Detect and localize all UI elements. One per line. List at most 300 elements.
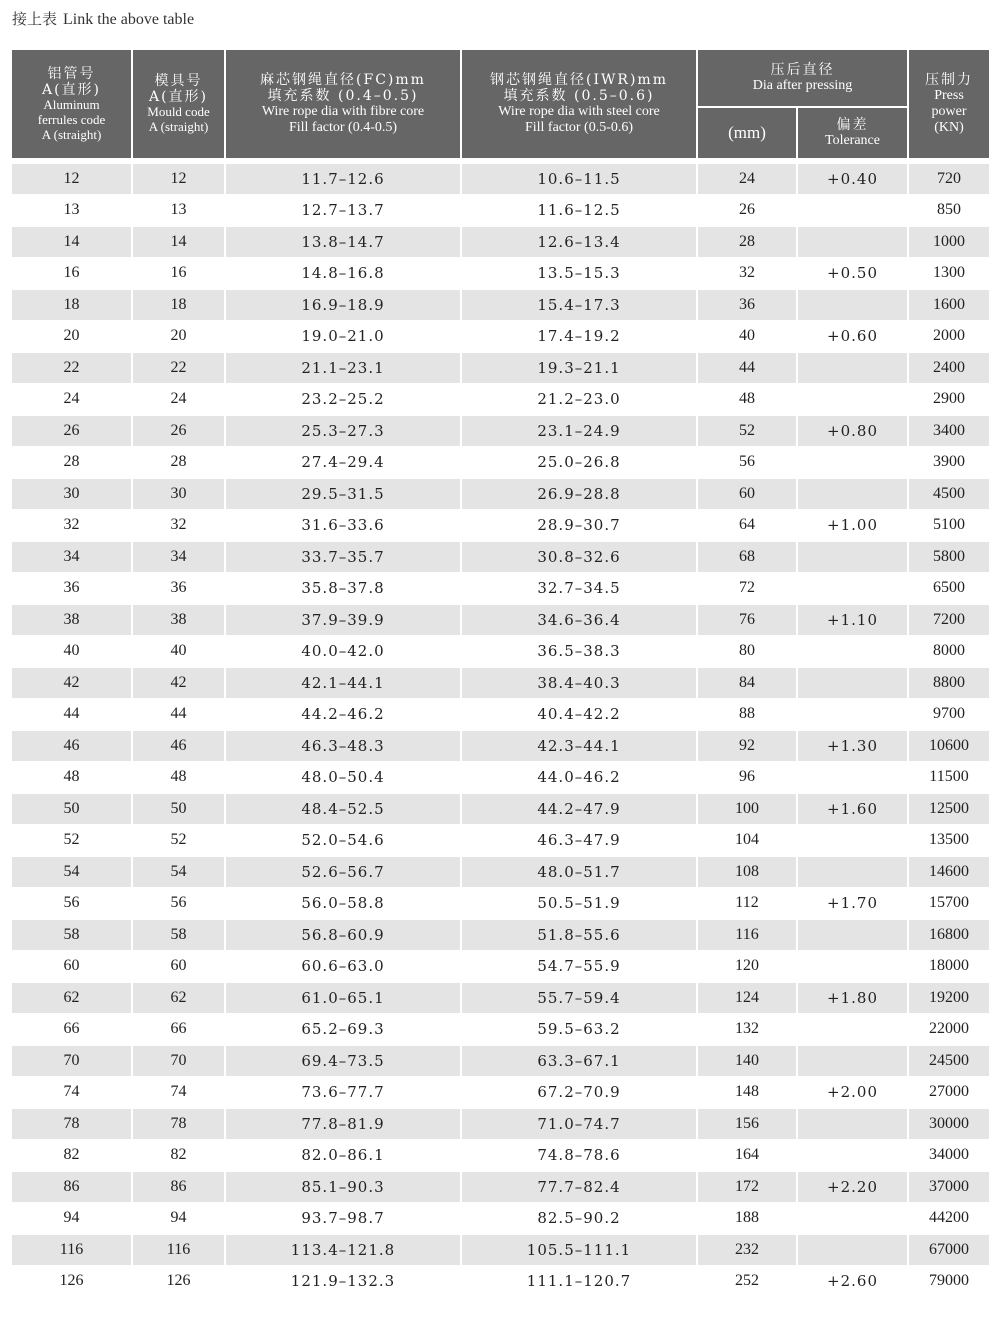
- cell-press-power: 30000: [909, 1109, 989, 1141]
- cell-mould-code: 116: [133, 1235, 226, 1267]
- table-row: [12, 668, 989, 700]
- header-tolerance: 偏差 Tolerance: [798, 108, 909, 160]
- cell-ferrule-code: 24: [12, 385, 133, 417]
- cell-ferrule-code: 82: [12, 1141, 133, 1173]
- cell-mould-code: 54: [133, 857, 226, 889]
- cell-press-power: 27000: [909, 1078, 989, 1110]
- cell-dia-after-pressing: 100: [698, 794, 798, 826]
- cell-fibre-core-range: 52.0–54.6: [226, 826, 462, 858]
- cell-steel-core-range: 21.2–23.0: [462, 385, 698, 417]
- cell-tolerance: [798, 574, 909, 606]
- table-row: [12, 700, 989, 732]
- cell-press-power: 3400: [909, 416, 989, 448]
- cell-tolerance: [798, 1046, 909, 1078]
- cell-tolerance: [798, 857, 909, 889]
- cell-dia-after-pressing: 104: [698, 826, 798, 858]
- cell-dia-after-pressing: 92: [698, 731, 798, 763]
- cell-fibre-core-range: 48.0–50.4: [226, 763, 462, 795]
- cell-fibre-core-range: 37.9–39.9: [226, 605, 462, 637]
- cell-ferrule-code: 32: [12, 511, 133, 543]
- title-en: Link the above table: [63, 11, 195, 28]
- cell-mould-code: 70: [133, 1046, 226, 1078]
- cell-mould-code: 56: [133, 889, 226, 921]
- cell-mould-code: 66: [133, 1015, 226, 1047]
- cell-fibre-core-range: 56.0–58.8: [226, 889, 462, 921]
- cell-dia-after-pressing: 44: [698, 353, 798, 385]
- cell-tolerance: [798, 196, 909, 228]
- cell-press-power: 11500: [909, 763, 989, 795]
- cell-ferrule-code: 22: [12, 353, 133, 385]
- table-row: [12, 322, 989, 354]
- cell-steel-core-range: 77.7–82.4: [462, 1172, 698, 1204]
- cell-mould-code: 24: [133, 385, 226, 417]
- cell-dia-after-pressing: 84: [698, 668, 798, 700]
- cell-ferrule-code: 30: [12, 479, 133, 511]
- cell-dia-after-pressing: 132: [698, 1015, 798, 1047]
- cell-press-power: 34000: [909, 1141, 989, 1173]
- table-row: [12, 1046, 989, 1078]
- cell-mould-code: 32: [133, 511, 226, 543]
- cell-dia-after-pressing: 88: [698, 700, 798, 732]
- cell-tolerance: [798, 700, 909, 732]
- cell-fibre-core-range: 113.4–121.8: [226, 1235, 462, 1267]
- table-row: [12, 385, 989, 417]
- table-row: [12, 227, 989, 259]
- cell-ferrule-code: 66: [12, 1015, 133, 1047]
- cell-mould-code: 13: [133, 196, 226, 228]
- cell-fibre-core-range: 16.9–18.9: [226, 290, 462, 322]
- cell-press-power: 12500: [909, 794, 989, 826]
- cell-fibre-core-range: 56.8–60.9: [226, 920, 462, 952]
- cell-mould-code: 34: [133, 542, 226, 574]
- cell-ferrule-code: 78: [12, 1109, 133, 1141]
- cell-dia-after-pressing: 164: [698, 1141, 798, 1173]
- cell-steel-core-range: 32.7–34.5: [462, 574, 698, 606]
- cell-steel-core-range: 11.6–12.5: [462, 196, 698, 228]
- cell-fibre-core-range: 33.7–35.7: [226, 542, 462, 574]
- cell-dia-after-pressing: 96: [698, 763, 798, 795]
- cell-press-power: 19200: [909, 983, 989, 1015]
- cell-dia-after-pressing: 124: [698, 983, 798, 1015]
- table-row: [12, 605, 989, 637]
- table-row: [12, 1141, 989, 1173]
- cell-steel-core-range: 54.7–55.9: [462, 952, 698, 984]
- cell-fibre-core-range: 21.1–23.1: [226, 353, 462, 385]
- cell-dia-after-pressing: 112: [698, 889, 798, 921]
- cell-ferrule-code: 94: [12, 1204, 133, 1236]
- cell-dia-after-pressing: 80: [698, 637, 798, 669]
- cell-dia-after-pressing: 26: [698, 196, 798, 228]
- cell-press-power: 67000: [909, 1235, 989, 1267]
- cell-steel-core-range: 25.0–26.8: [462, 448, 698, 480]
- table-row: [12, 731, 989, 763]
- cell-ferrule-code: 70: [12, 1046, 133, 1078]
- table-row: [12, 857, 989, 889]
- cell-ferrule-code: 28: [12, 448, 133, 480]
- table-row: [12, 511, 989, 543]
- cell-ferrule-code: 46: [12, 731, 133, 763]
- cell-steel-core-range: 44.2–47.9: [462, 794, 698, 826]
- table-row: [12, 574, 989, 606]
- cell-dia-after-pressing: 60: [698, 479, 798, 511]
- table-row: [12, 164, 989, 196]
- cell-steel-core-range: 23.1–24.9: [462, 416, 698, 448]
- cell-dia-after-pressing: 40: [698, 322, 798, 354]
- table-row: [12, 763, 989, 795]
- cell-mould-code: 62: [133, 983, 226, 1015]
- cell-press-power: 7200: [909, 605, 989, 637]
- cell-tolerance: [798, 1204, 909, 1236]
- table-row: [12, 826, 989, 858]
- cell-steel-core-range: 105.5–111.1: [462, 1235, 698, 1267]
- cell-press-power: 22000: [909, 1015, 989, 1047]
- cell-dia-after-pressing: 28: [698, 227, 798, 259]
- cell-press-power: 5800: [909, 542, 989, 574]
- cell-ferrule-code: 116: [12, 1235, 133, 1267]
- cell-fibre-core-range: 27.4–29.4: [226, 448, 462, 480]
- cell-press-power: 3900: [909, 448, 989, 480]
- cell-fibre-core-range: 60.6–63.0: [226, 952, 462, 984]
- cell-mould-code: 18: [133, 290, 226, 322]
- cell-press-power: 1000: [909, 227, 989, 259]
- table-row: [12, 1172, 989, 1204]
- cell-tolerance: [798, 385, 909, 417]
- header-press-power: 压制力 Press power (KN): [909, 50, 989, 160]
- cell-dia-after-pressing: 24: [698, 164, 798, 196]
- cell-fibre-core-range: 46.3–48.3: [226, 731, 462, 763]
- cell-fibre-core-range: 23.2–25.2: [226, 385, 462, 417]
- cell-tolerance: +1.80: [798, 983, 909, 1015]
- cell-ferrule-code: 12: [12, 164, 133, 196]
- cell-mould-code: 20: [133, 322, 226, 354]
- table-row: [12, 983, 989, 1015]
- cell-fibre-core-range: 69.4–73.5: [226, 1046, 462, 1078]
- cell-fibre-core-range: 40.0–42.0: [226, 637, 462, 669]
- cell-mould-code: 50: [133, 794, 226, 826]
- cell-press-power: 6500: [909, 574, 989, 606]
- cell-tolerance: [798, 952, 909, 984]
- cell-press-power: 5100: [909, 511, 989, 543]
- cell-steel-core-range: 48.0–51.7: [462, 857, 698, 889]
- cell-tolerance: +0.60: [798, 322, 909, 354]
- cell-tolerance: [798, 1015, 909, 1047]
- cell-ferrule-code: 54: [12, 857, 133, 889]
- table-row: [12, 794, 989, 826]
- cell-tolerance: [798, 542, 909, 574]
- cell-mould-code: 16: [133, 259, 226, 291]
- cell-press-power: 13500: [909, 826, 989, 858]
- cell-tolerance: [798, 1109, 909, 1141]
- cell-steel-core-range: 42.3–44.1: [462, 731, 698, 763]
- table-row: [12, 542, 989, 574]
- cell-steel-core-range: 12.6–13.4: [462, 227, 698, 259]
- cell-dia-after-pressing: 116: [698, 920, 798, 952]
- cell-tolerance: +2.20: [798, 1172, 909, 1204]
- cell-mould-code: 126: [133, 1267, 226, 1299]
- cell-tolerance: +0.80: [798, 416, 909, 448]
- cell-mould-code: 74: [133, 1078, 226, 1110]
- cell-steel-core-range: 28.9–30.7: [462, 511, 698, 543]
- cell-press-power: 79000: [909, 1267, 989, 1299]
- cell-mould-code: 58: [133, 920, 226, 952]
- cell-ferrule-code: 60: [12, 952, 133, 984]
- cell-ferrule-code: 40: [12, 637, 133, 669]
- header-ferrule-code: 铝管号 A(直形) Aluminum ferrules code A (straight): [12, 50, 133, 160]
- cell-ferrule-code: 62: [12, 983, 133, 1015]
- table-row: [12, 259, 989, 291]
- table-row: [12, 479, 989, 511]
- cell-press-power: 8800: [909, 668, 989, 700]
- cell-mould-code: 82: [133, 1141, 226, 1173]
- cell-steel-core-range: 19.3–21.1: [462, 353, 698, 385]
- cell-steel-core-range: 34.6–36.4: [462, 605, 698, 637]
- cell-fibre-core-range: 85.1–90.3: [226, 1172, 462, 1204]
- cell-press-power: 1600: [909, 290, 989, 322]
- cell-mould-code: 40: [133, 637, 226, 669]
- table-row: [12, 920, 989, 952]
- cell-mould-code: 86: [133, 1172, 226, 1204]
- cell-ferrule-code: 44: [12, 700, 133, 732]
- cell-steel-core-range: 26.9–28.8: [462, 479, 698, 511]
- table-row: [12, 196, 989, 228]
- cell-tolerance: [798, 1141, 909, 1173]
- cell-fibre-core-range: 13.8–14.7: [226, 227, 462, 259]
- cell-ferrule-code: 42: [12, 668, 133, 700]
- cell-tolerance: [798, 826, 909, 858]
- table-row: [12, 1109, 989, 1141]
- header-mm: (mm): [698, 108, 798, 160]
- cell-fibre-core-range: 11.7–12.6: [226, 164, 462, 196]
- cell-ferrule-code: 18: [12, 290, 133, 322]
- cell-mould-code: 30: [133, 479, 226, 511]
- cell-press-power: 9700: [909, 700, 989, 732]
- cell-steel-core-range: 51.8–55.6: [462, 920, 698, 952]
- cell-dia-after-pressing: 72: [698, 574, 798, 606]
- header-mould-code: 模具号 A(直形) Mould code A (straight): [133, 50, 226, 160]
- cell-dia-after-pressing: 36: [698, 290, 798, 322]
- cell-mould-code: 36: [133, 574, 226, 606]
- cell-press-power: 18000: [909, 952, 989, 984]
- cell-steel-core-range: 10.6–11.5: [462, 164, 698, 196]
- cell-press-power: 2400: [909, 353, 989, 385]
- cell-press-power: 15700: [909, 889, 989, 921]
- cell-dia-after-pressing: 140: [698, 1046, 798, 1078]
- cell-steel-core-range: 82.5–90.2: [462, 1204, 698, 1236]
- cell-ferrule-code: 50: [12, 794, 133, 826]
- cell-tolerance: [798, 353, 909, 385]
- cell-tolerance: +1.10: [798, 605, 909, 637]
- table-row: [12, 416, 989, 448]
- table-row: [12, 353, 989, 385]
- cell-dia-after-pressing: 120: [698, 952, 798, 984]
- cell-steel-core-range: 40.4–42.2: [462, 700, 698, 732]
- cell-fibre-core-range: 29.5–31.5: [226, 479, 462, 511]
- cell-ferrule-code: 20: [12, 322, 133, 354]
- cell-press-power: 850: [909, 196, 989, 228]
- cell-steel-core-range: 17.4–19.2: [462, 322, 698, 354]
- cell-steel-core-range: 13.5–15.3: [462, 259, 698, 291]
- cell-ferrule-code: 38: [12, 605, 133, 637]
- cell-ferrule-code: 16: [12, 259, 133, 291]
- cell-tolerance: +0.40: [798, 164, 909, 196]
- cell-ferrule-code: 86: [12, 1172, 133, 1204]
- cell-mould-code: 28: [133, 448, 226, 480]
- cell-fibre-core-range: 19.0–21.0: [226, 322, 462, 354]
- cell-press-power: 720: [909, 164, 989, 196]
- table-header: [12, 50, 989, 164]
- cell-tolerance: +2.60: [798, 1267, 909, 1299]
- table-row: [12, 637, 989, 669]
- cell-ferrule-code: 56: [12, 889, 133, 921]
- cell-tolerance: [798, 920, 909, 952]
- cell-dia-after-pressing: 148: [698, 1078, 798, 1110]
- cell-press-power: 16800: [909, 920, 989, 952]
- title-cn: 接上表: [12, 10, 58, 28]
- cell-tolerance: [798, 1235, 909, 1267]
- cell-press-power: 1300: [909, 259, 989, 291]
- cell-press-power: 8000: [909, 637, 989, 669]
- cell-fibre-core-range: 121.9–132.3: [226, 1267, 462, 1299]
- cell-tolerance: +1.30: [798, 731, 909, 763]
- cell-tolerance: [798, 637, 909, 669]
- cell-fibre-core-range: 82.0–86.1: [226, 1141, 462, 1173]
- cell-tolerance: [798, 479, 909, 511]
- cell-mould-code: 60: [133, 952, 226, 984]
- cell-steel-core-range: 71.0–74.7: [462, 1109, 698, 1141]
- cell-dia-after-pressing: 48: [698, 385, 798, 417]
- cell-steel-core-range: 36.5–38.3: [462, 637, 698, 669]
- cell-ferrule-code: 126: [12, 1267, 133, 1299]
- cell-ferrule-code: 36: [12, 574, 133, 606]
- cell-press-power: 14600: [909, 857, 989, 889]
- cell-steel-core-range: 15.4–17.3: [462, 290, 698, 322]
- cell-mould-code: 14: [133, 227, 226, 259]
- cell-dia-after-pressing: 52: [698, 416, 798, 448]
- cell-press-power: 44200: [909, 1204, 989, 1236]
- cell-ferrule-code: 13: [12, 196, 133, 228]
- cell-mould-code: 78: [133, 1109, 226, 1141]
- header-dia-after-pressing: 压后直径 Dia after pressing: [698, 50, 909, 108]
- cell-mould-code: 38: [133, 605, 226, 637]
- cell-mould-code: 44: [133, 700, 226, 732]
- cell-fibre-core-range: 77.8–81.9: [226, 1109, 462, 1141]
- cell-press-power: 24500: [909, 1046, 989, 1078]
- cell-mould-code: 48: [133, 763, 226, 795]
- page-title: [12, 8, 194, 29]
- table-row: [12, 889, 989, 921]
- table-row: [12, 952, 989, 984]
- cell-dia-after-pressing: 232: [698, 1235, 798, 1267]
- cell-press-power: 4500: [909, 479, 989, 511]
- cell-tolerance: +1.60: [798, 794, 909, 826]
- cell-tolerance: [798, 227, 909, 259]
- cell-dia-after-pressing: 252: [698, 1267, 798, 1299]
- cell-fibre-core-range: 73.6–77.7: [226, 1078, 462, 1110]
- cell-ferrule-code: 48: [12, 763, 133, 795]
- cell-steel-core-range: 50.5–51.9: [462, 889, 698, 921]
- cell-fibre-core-range: 44.2–46.2: [226, 700, 462, 732]
- table-row: [12, 1267, 989, 1299]
- cell-mould-code: 26: [133, 416, 226, 448]
- cell-steel-core-range: 30.8–32.6: [462, 542, 698, 574]
- cell-mould-code: 42: [133, 668, 226, 700]
- cell-fibre-core-range: 93.7–98.7: [226, 1204, 462, 1236]
- cell-steel-core-range: 55.7–59.4: [462, 983, 698, 1015]
- cell-mould-code: 94: [133, 1204, 226, 1236]
- cell-ferrule-code: 74: [12, 1078, 133, 1110]
- cell-ferrule-code: 26: [12, 416, 133, 448]
- table-row: [12, 1235, 989, 1267]
- cell-fibre-core-range: 52.6–56.7: [226, 857, 462, 889]
- cell-fibre-core-range: 48.4–52.5: [226, 794, 462, 826]
- table-row: [12, 1015, 989, 1047]
- cell-ferrule-code: 14: [12, 227, 133, 259]
- cell-dia-after-pressing: 32: [698, 259, 798, 291]
- cell-mould-code: 22: [133, 353, 226, 385]
- table-row: [12, 1078, 989, 1110]
- cell-steel-core-range: 111.1–120.7: [462, 1267, 698, 1299]
- cell-steel-core-range: 63.3–67.1: [462, 1046, 698, 1078]
- cell-press-power: 2900: [909, 385, 989, 417]
- cell-fibre-core-range: 31.6–33.6: [226, 511, 462, 543]
- cell-tolerance: [798, 763, 909, 795]
- header-fibre-core: 麻芯钢绳直径(FC)mm 填充系数 (0.4–0.5) Wire rope dia with fibre core Fill factor (0.4-0.5): [226, 50, 462, 160]
- cell-tolerance: [798, 448, 909, 480]
- cell-steel-core-range: 67.2–70.9: [462, 1078, 698, 1110]
- cell-dia-after-pressing: 188: [698, 1204, 798, 1236]
- cell-steel-core-range: 46.3–47.9: [462, 826, 698, 858]
- cell-fibre-core-range: 14.8–16.8: [226, 259, 462, 291]
- ferrule-spec-table: [12, 50, 989, 1298]
- cell-steel-core-range: 59.5–63.2: [462, 1015, 698, 1047]
- cell-mould-code: 12: [133, 164, 226, 196]
- cell-fibre-core-range: 25.3–27.3: [226, 416, 462, 448]
- cell-fibre-core-range: 35.8–37.8: [226, 574, 462, 606]
- cell-tolerance: +1.00: [798, 511, 909, 543]
- cell-tolerance: [798, 290, 909, 322]
- cell-fibre-core-range: 42.1–44.1: [226, 668, 462, 700]
- cell-dia-after-pressing: 76: [698, 605, 798, 637]
- cell-dia-after-pressing: 56: [698, 448, 798, 480]
- cell-dia-after-pressing: 172: [698, 1172, 798, 1204]
- table-row: [12, 448, 989, 480]
- cell-tolerance: +0.50: [798, 259, 909, 291]
- cell-tolerance: +1.70: [798, 889, 909, 921]
- cell-mould-code: 52: [133, 826, 226, 858]
- cell-steel-core-range: 74.8–78.6: [462, 1141, 698, 1173]
- table-row: [12, 1204, 989, 1236]
- cell-tolerance: [798, 668, 909, 700]
- cell-mould-code: 46: [133, 731, 226, 763]
- cell-tolerance: +2.00: [798, 1078, 909, 1110]
- cell-ferrule-code: 52: [12, 826, 133, 858]
- cell-fibre-core-range: 61.0–65.1: [226, 983, 462, 1015]
- cell-ferrule-code: 58: [12, 920, 133, 952]
- cell-press-power: 2000: [909, 322, 989, 354]
- cell-dia-after-pressing: 68: [698, 542, 798, 574]
- cell-dia-after-pressing: 64: [698, 511, 798, 543]
- cell-ferrule-code: 34: [12, 542, 133, 574]
- cell-steel-core-range: 44.0–46.2: [462, 763, 698, 795]
- cell-press-power: 10600: [909, 731, 989, 763]
- cell-fibre-core-range: 12.7–13.7: [226, 196, 462, 228]
- table-row: [12, 290, 989, 322]
- header-steel-core: 钢芯钢绳直径(IWR)mm 填充系数 (0.5–0.6) Wire rope dia with steel core Fill factor (0.5-0.6): [462, 50, 698, 160]
- cell-steel-core-range: 38.4–40.3: [462, 668, 698, 700]
- table-body: [12, 164, 989, 1298]
- cell-press-power: 37000: [909, 1172, 989, 1204]
- cell-dia-after-pressing: 156: [698, 1109, 798, 1141]
